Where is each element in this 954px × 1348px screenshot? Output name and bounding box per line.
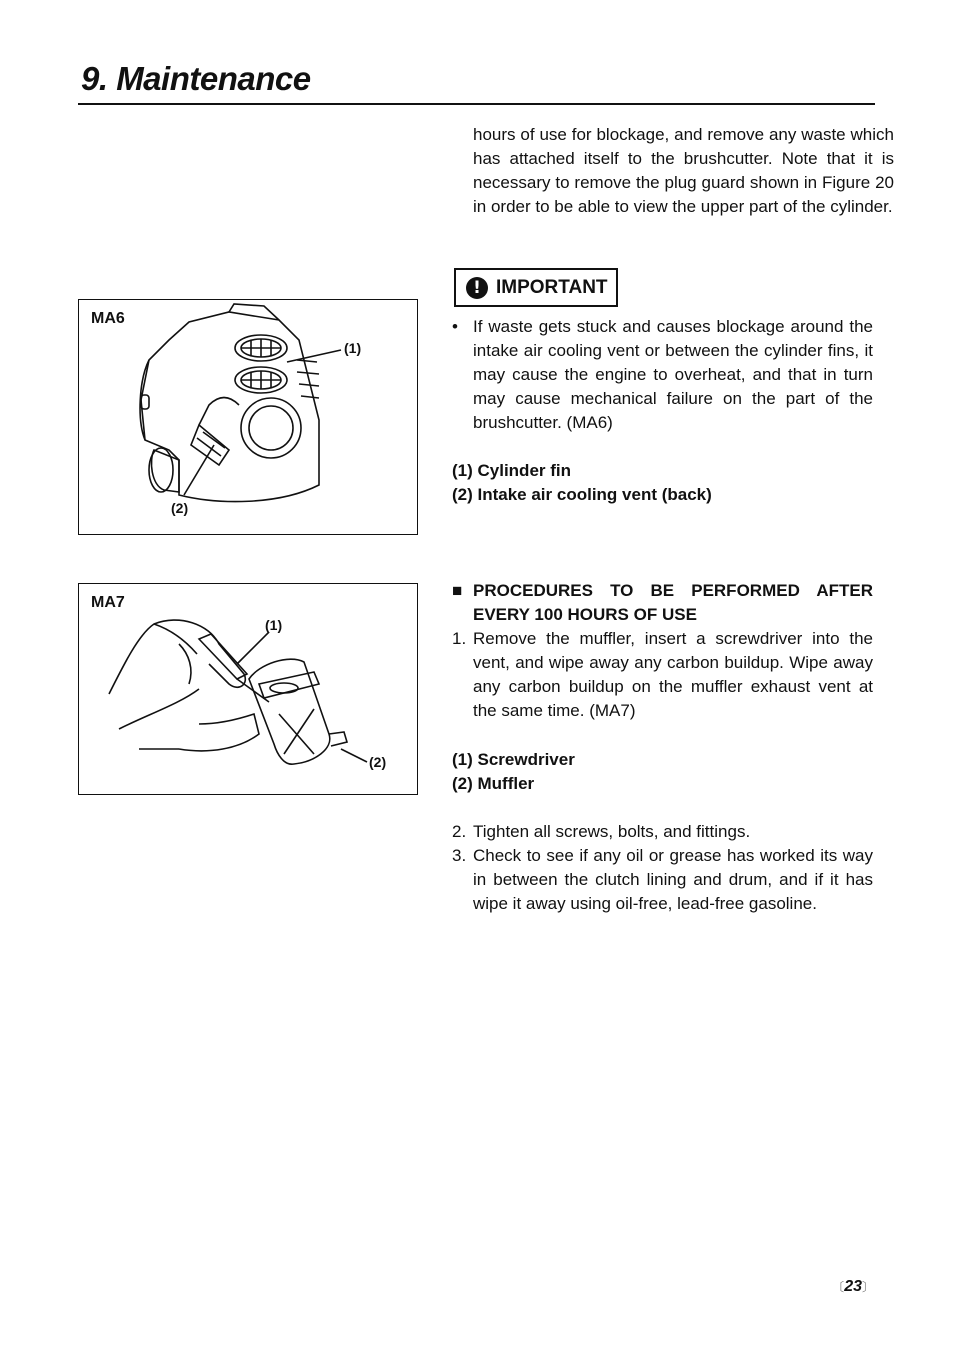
step-1 xyxy=(452,627,873,723)
page-number-value: 23 xyxy=(844,1278,862,1295)
figure-label: MA7 xyxy=(91,594,125,611)
engine-illustration xyxy=(79,300,417,534)
procedures-heading-block xyxy=(452,579,873,627)
important-notice xyxy=(454,268,618,307)
intro-paragraph: hours of use for blockage, and remove any waste which has attached itself to the brushcutter. Note that it is necessary to remove the plug guard shown in Figure 20 in order to be able to view the upper part of the cylinder. xyxy=(473,125,894,216)
figure-ma6 xyxy=(78,299,418,535)
page-number xyxy=(832,1278,874,1296)
important-text: If waste gets stuck and causes blockage around the intake air cooling vent or between the cylinder fins, it may cause the engine to overheat, and that in turn may cause mechanical failure on the part of the brushcutter. (MA6) xyxy=(473,317,873,432)
steps-2-3 xyxy=(452,820,873,916)
step-text: Remove the muffler, insert a screwdriver into the vent, and wipe away any carbon buildup. Wipe away any carbon buildup on the muffler exhaust vent at the same time. (MA7) xyxy=(473,629,873,720)
step-text: Check to see if any oil or grease has worked its way in between the clutch lining and drum, and if it has wipe it away using oil-free, lead-free gasoline. xyxy=(473,846,873,913)
muffler-screwdriver-illustration xyxy=(79,584,417,794)
page-title: 9. Maintenance xyxy=(81,60,311,97)
step-number: 1. xyxy=(452,629,467,648)
square-bullet-icon: ■ xyxy=(452,581,463,600)
important-label: IMPORTANT xyxy=(496,276,608,298)
callout-2: (2) xyxy=(369,754,387,770)
figure-label: MA6 xyxy=(91,310,125,327)
step-text: Tighten all screws, bolts, and fittings. xyxy=(473,822,751,841)
important-bullet xyxy=(452,315,873,435)
callout-1: (1) xyxy=(344,340,362,356)
ma6-legend xyxy=(452,459,873,507)
figure-ma7 xyxy=(78,583,418,795)
ma7-legend xyxy=(452,748,873,796)
bullet-mark: • xyxy=(452,317,458,336)
page-bracket-close: 〕 xyxy=(861,1280,874,1294)
legend-item: (1) Cylinder fin xyxy=(452,461,572,480)
procedures-heading: PROCEDURES TO BE PERFORMED AFTER EVERY 100 HOURS OF USE xyxy=(473,581,873,624)
page-bracket-open: 〔 xyxy=(832,1280,845,1294)
callout-1: (1) xyxy=(265,617,283,633)
legend-item: (1) Screwdriver xyxy=(452,750,575,769)
legend-item: (2) Muffler xyxy=(452,774,535,793)
exclamation-icon: ! xyxy=(466,277,488,299)
title-rule xyxy=(78,103,875,105)
step-number: 2. xyxy=(452,822,467,841)
legend-item: (2) Intake air cooling vent (back) xyxy=(452,485,712,504)
callout-2: (2) xyxy=(171,500,189,516)
step-number: 3. xyxy=(452,846,467,865)
